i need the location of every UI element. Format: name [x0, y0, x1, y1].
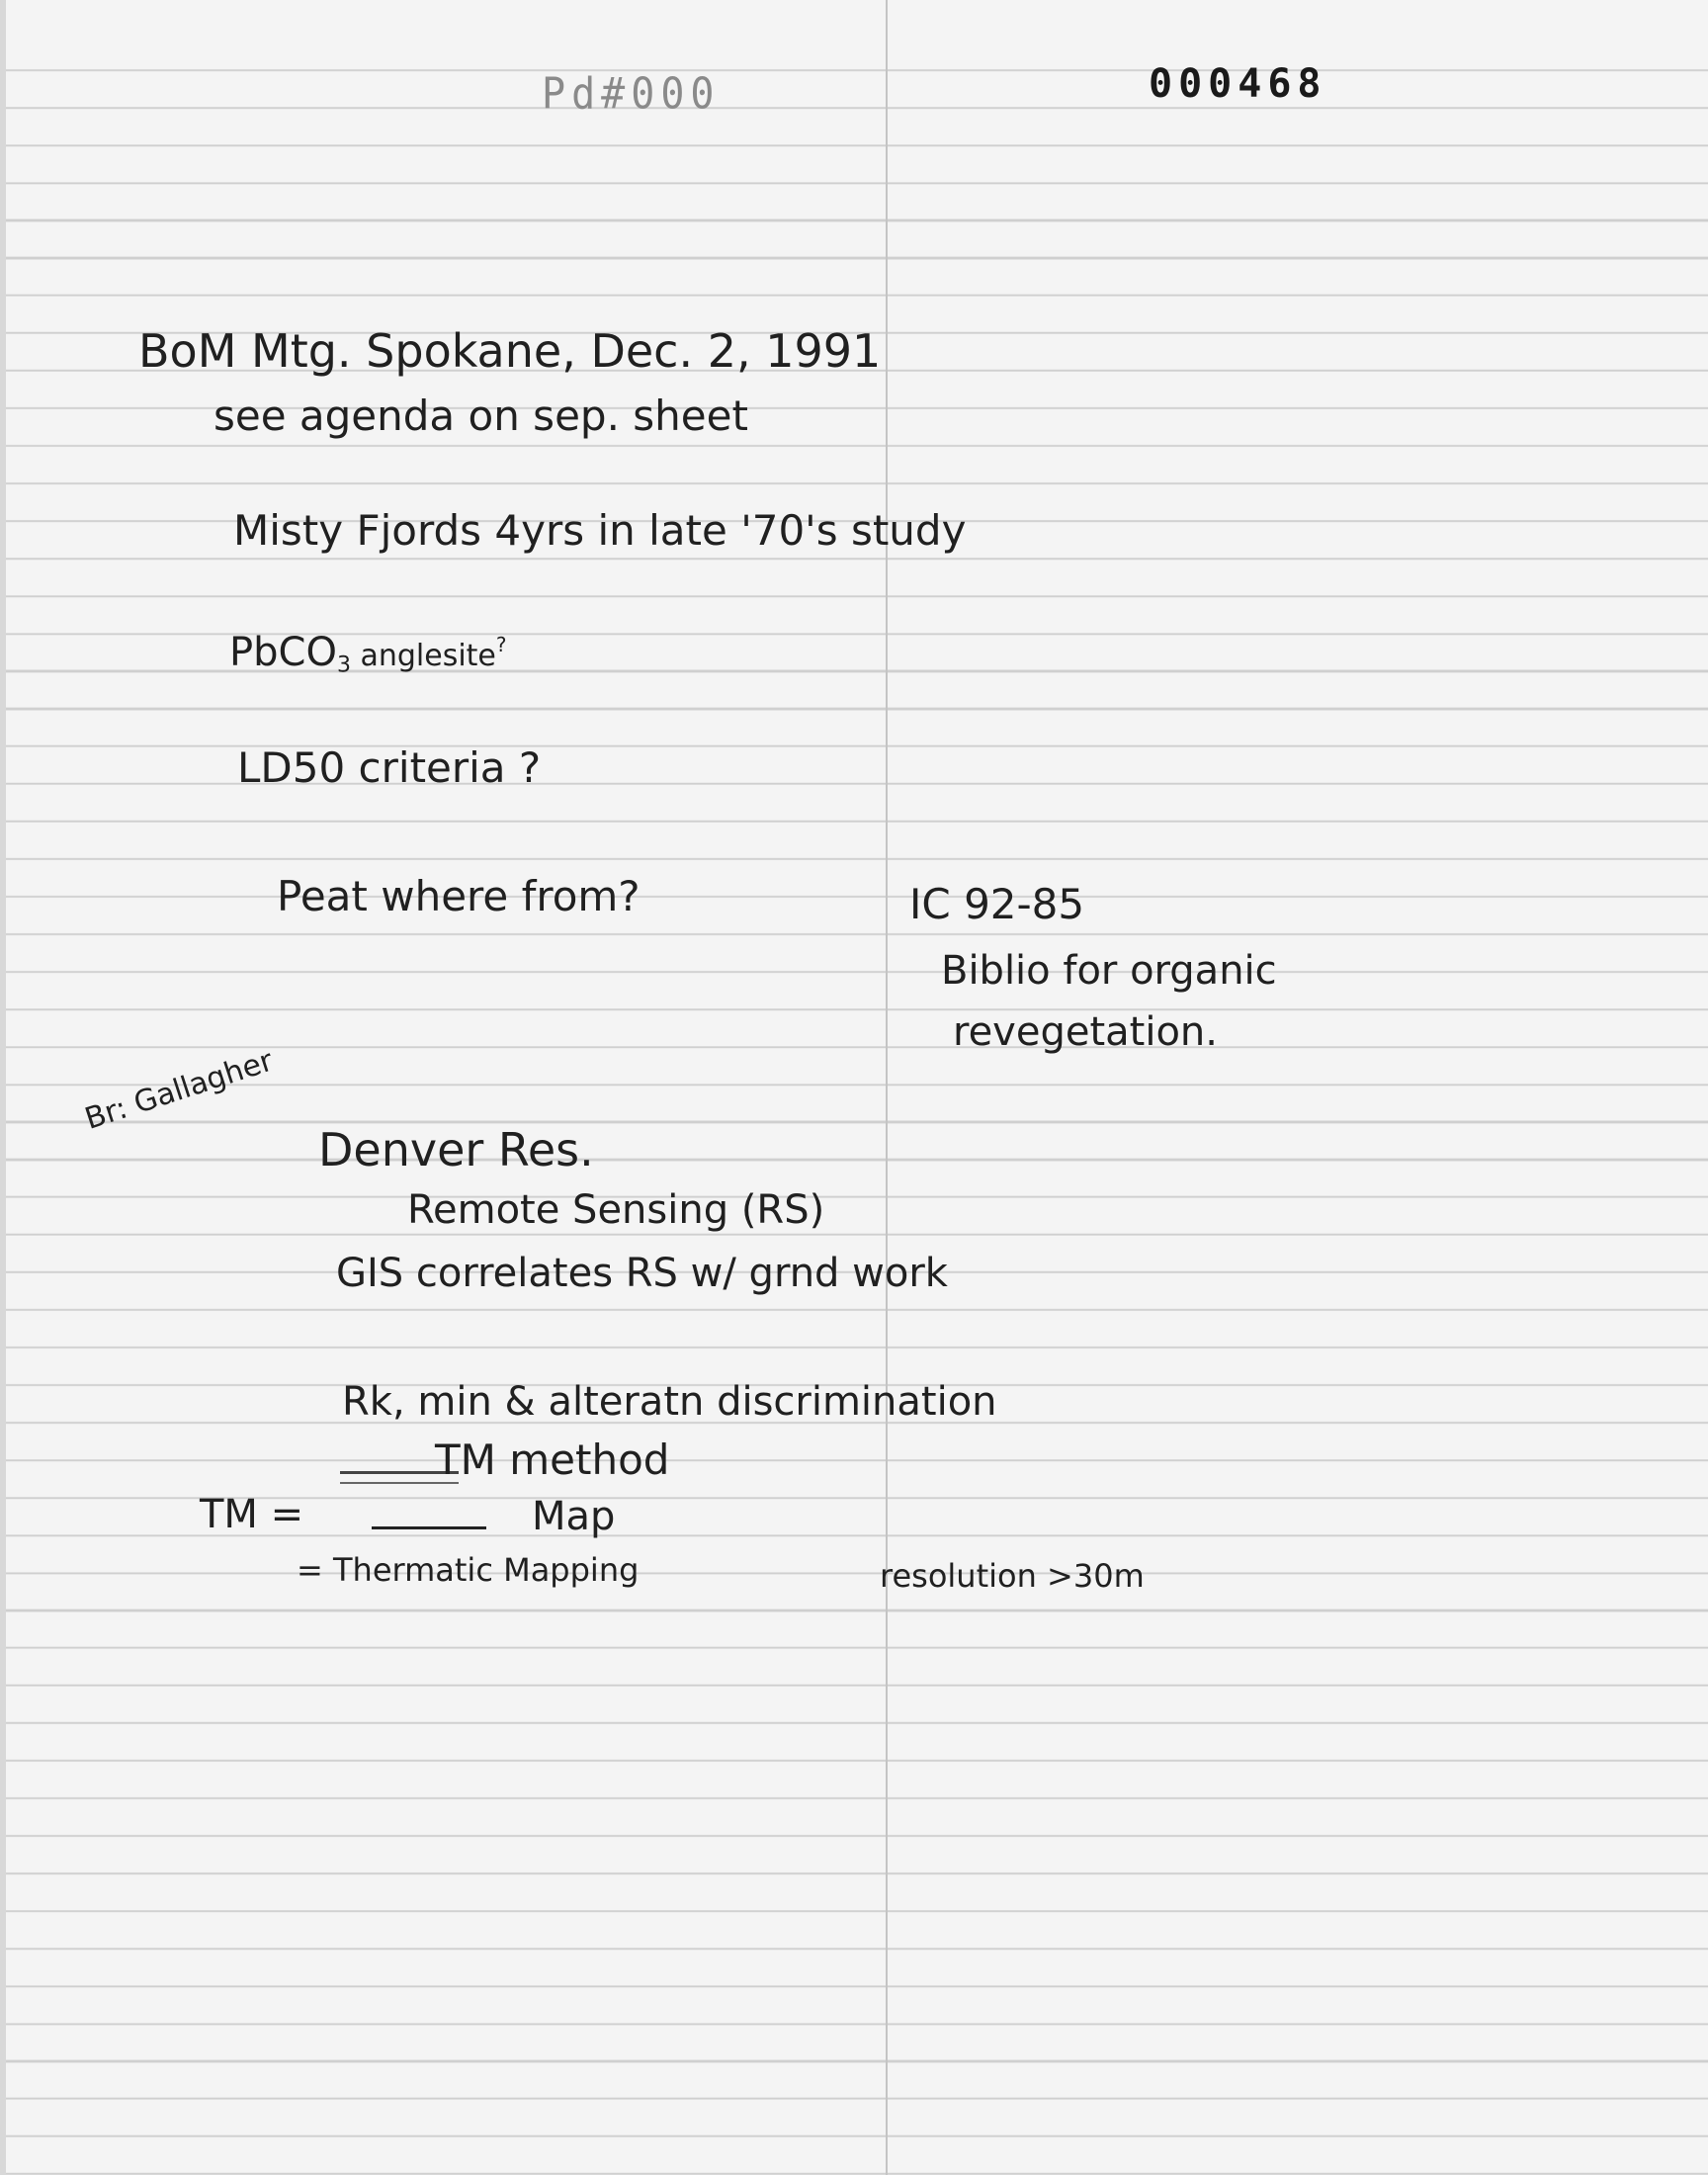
denver-research-note: Denver Res. [318, 1123, 594, 1176]
formula-main: PbCO [229, 630, 337, 675]
gis-note: GIS correlates RS w/ grnd work [336, 1251, 948, 1296]
margin-rule [886, 0, 888, 2175]
tm-method-note: TM method [435, 1436, 670, 1484]
misty-fjords-note: Misty Fjords 4yrs in late '70's study [233, 506, 967, 555]
formula-subscript: 3 [336, 652, 351, 678]
thermatic-mapping-note: = Thermatic Mapping [297, 1551, 640, 1589]
remote-sensing-note: Remote Sensing (RS) [407, 1187, 825, 1233]
resolution-note: resolution >30m [880, 1557, 1145, 1595]
faint-stamp-number: Pd#000 [542, 68, 721, 120]
biblio-note: Biblio for organic [941, 948, 1277, 994]
agenda-note: see agenda on sep. sheet [214, 392, 748, 440]
peat-question: Peat where from? [277, 872, 640, 920]
tm-equals-note: TM = [200, 1492, 304, 1537]
meeting-header: BoM Mtg. Spokane, Dec. 2, 1991 [138, 324, 882, 378]
discrimination-note: Rk, min & alteratn discrimination [342, 1379, 997, 1425]
ic-reference: IC 92-85 [909, 880, 1085, 928]
document-number-stamp: 000468 [1149, 61, 1327, 107]
map-note: Map [532, 1494, 616, 1539]
blank-underline [372, 1526, 486, 1529]
page-edge [0, 0, 6, 2175]
margin-name-note: Br: Gallagher [80, 1043, 278, 1137]
formula-question: ? [495, 633, 507, 656]
anglesite-note [229, 630, 507, 678]
revegetation-note: revegetation. [953, 1009, 1218, 1055]
ld50-note: LD50 criteria ? [237, 743, 542, 792]
formula-mineral: anglesite [350, 639, 496, 673]
